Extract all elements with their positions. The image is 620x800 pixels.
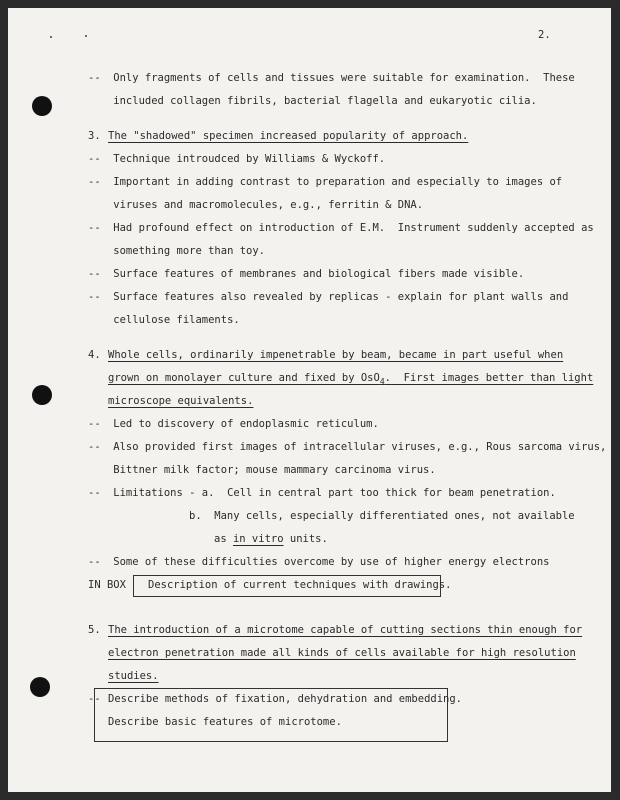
heading-text: grown on monolayer culture and fixed by OsO [108, 372, 380, 384]
text-line: b. Many cells, especially differentiated ones, not available [189, 510, 575, 522]
punch-hole [30, 677, 50, 697]
text-line: -- Some of these difficulties overcome by use of higher energy electrons [88, 556, 550, 568]
text-line: -- Surface features of membranes and biological fibers made visible. [88, 268, 525, 280]
box-text: Describe methods of fixation, dehydration and embedding. [108, 693, 463, 705]
text-line [214, 532, 328, 546]
dash-marker: -- [88, 693, 101, 705]
section-heading: electron penetration made all kinds of cells available for high resolution [108, 647, 576, 659]
text-line: -- Had profound effect on introduction of E.M. Instrument suddenly accepted as [88, 222, 594, 234]
section-heading: The "shadowed" specimen increased popularity of approach. [108, 130, 469, 142]
text-line: Bittner milk factor; mouse mammary carcinoma virus. [88, 464, 436, 476]
box-text: Describe basic features of microtome. [108, 716, 342, 728]
emphasis-text: in vitro [232, 533, 284, 545]
text-line: -- Also provided first images of intracellular viruses, e.g., Rous sarcoma virus, [88, 441, 607, 453]
text-line: -- Limitations - a. Cell in central part too thick for beam penetration. [88, 487, 556, 499]
document-page [8, 8, 611, 792]
text-line: -- Only fragments of cells and tissues were suitable for examination. These [88, 72, 575, 84]
text-line: something more than toy. [88, 245, 266, 257]
text-line: -- Surface features also revealed by replicas - explain for plant walls and [88, 291, 569, 303]
speck [85, 35, 87, 37]
speck [50, 36, 52, 38]
section-heading: studies. [108, 670, 159, 682]
text-line: -- Led to discovery of endoplasmic reticulum. [88, 418, 379, 430]
punch-hole [32, 96, 52, 116]
punch-hole [32, 385, 52, 405]
section-heading: Whole cells, ordinarily impenetrable by beam, became in part useful when [108, 349, 564, 361]
page-number: 2. [538, 29, 551, 41]
text-segment: as [214, 533, 233, 545]
box-text: Description of current techniques with drawings. [148, 579, 452, 591]
text-line: included collagen fibrils, bacterial flagella and eukaryotic cilia. [88, 95, 537, 107]
subscript: 4 [379, 377, 385, 387]
text-line: cellulose filaments. [88, 314, 240, 326]
heading-text: . First images better than light [384, 372, 594, 384]
text-segment: units. [283, 533, 328, 545]
text-line: viruses and macromolecules, e.g., ferritin & DNA. [88, 199, 424, 211]
section-heading: The introduction of a microtome capable of cutting sections thin enough for [108, 624, 583, 636]
section-heading [108, 371, 593, 389]
text-line: -- Technique introudced by Williams & Wyckoff. [88, 153, 386, 165]
section-number: 5. [88, 624, 101, 636]
in-box-label: IN BOX [88, 579, 126, 591]
section-number: 3. [88, 130, 101, 142]
section-number: 4. [88, 349, 101, 361]
section-heading: microscope equivalents. [108, 395, 254, 407]
text-line: -- Important in adding contrast to preparation and especially to images of [88, 176, 563, 188]
